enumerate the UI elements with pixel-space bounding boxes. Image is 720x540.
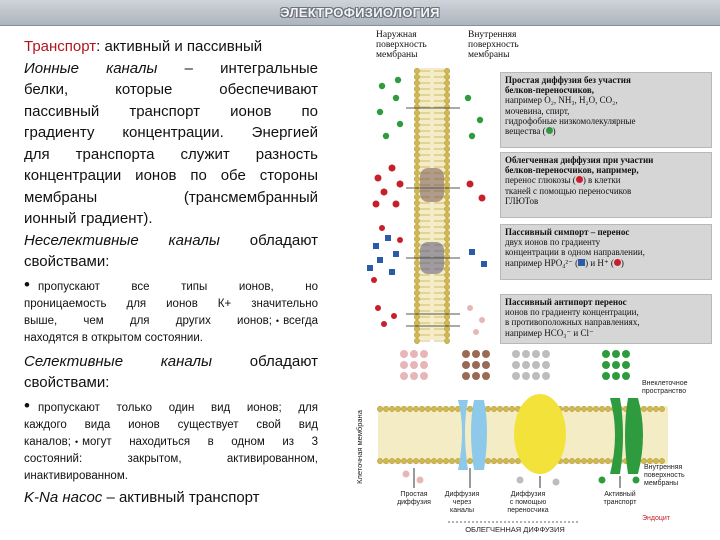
lipid-head <box>425 458 430 463</box>
lipid-head <box>414 116 419 121</box>
lipid-head <box>414 218 419 223</box>
lipid-head <box>383 406 388 411</box>
green-molecule <box>395 77 401 83</box>
lipid-head <box>599 406 604 411</box>
lipid-head <box>653 406 658 411</box>
lipid-head <box>419 406 424 411</box>
lipid-head <box>605 406 610 411</box>
lipid-head <box>414 266 419 271</box>
gray-molecule <box>522 361 530 369</box>
red-molecule <box>397 181 404 188</box>
lipid-head <box>491 458 496 463</box>
lipid-head <box>593 406 598 411</box>
lipid-head <box>444 134 449 139</box>
facilitated-diffusion-box: Облегченная диффузия при участии белков-переносчиков, например, перенос глюкозы ( ) в клетки тканей с помощью переносчиков ГЛЮТов <box>500 152 712 218</box>
lipid-head <box>401 406 406 411</box>
sel-line: инактивированном. <box>24 469 128 482</box>
lipid-head <box>444 194 449 199</box>
nonsel-line: проницаемость для ионов К+ значительно <box>24 297 318 310</box>
lipid-head <box>414 290 419 295</box>
red-molecule <box>467 181 474 188</box>
lipid-head <box>444 206 449 211</box>
gray-molecule <box>553 479 560 486</box>
lipid-head <box>413 458 418 463</box>
nonsel-bullet-1: • пропускают все типы ионов, но <box>24 274 318 294</box>
red-molecule <box>389 165 396 172</box>
lipid-head <box>444 176 449 181</box>
ion-line: концентрации ионов по обе стороны <box>24 167 318 184</box>
lipid-head <box>444 302 449 307</box>
green-molecule <box>383 133 389 139</box>
pump-protein <box>625 398 643 474</box>
brown-molecule <box>482 350 490 358</box>
lipid-head <box>443 406 448 411</box>
lipid-head <box>444 212 449 217</box>
lipid-head <box>414 176 419 181</box>
red-molecule <box>381 189 388 196</box>
lipid-head <box>444 104 449 109</box>
lipid-head <box>563 458 568 463</box>
green-molecule <box>469 133 475 139</box>
ion-line: пассивный транспорт ионов по <box>24 102 318 120</box>
caption-active-transport: Активный транспорт <box>603 491 637 506</box>
blue-molecule <box>469 249 475 255</box>
lipid-head <box>414 74 419 79</box>
gray-molecule <box>542 372 550 380</box>
lipid-head <box>414 302 419 307</box>
lipid-head <box>444 200 449 205</box>
lipid-head <box>444 224 449 229</box>
brown-molecule <box>462 361 470 369</box>
lipid-head <box>444 314 449 319</box>
lipid-head <box>414 188 419 193</box>
lipid-head <box>414 86 419 91</box>
page-title: ЭЛЕКТРОФИЗИОЛОГИЯ <box>280 5 440 20</box>
lipid-head <box>414 242 419 247</box>
lipid-head <box>389 406 394 411</box>
gray-molecule <box>512 350 520 358</box>
lipid-head <box>485 406 490 411</box>
lipid-head <box>503 406 508 411</box>
lipid-head <box>444 68 449 73</box>
lipid-head <box>503 458 508 463</box>
ion-line: градиенту концентрации. Энергией <box>24 124 318 141</box>
lipid-head <box>593 458 598 463</box>
lipid-head <box>425 406 430 411</box>
bullet-icon: • <box>74 436 79 447</box>
green-molecule <box>465 95 471 101</box>
sel-bullet-2: каналов; • могут находиться в одном из 3 <box>24 435 318 448</box>
lipid-head <box>414 212 419 217</box>
lipid-head <box>414 230 419 235</box>
inner-surface-caption: Внутренняя поверхность мембраны <box>644 464 685 487</box>
lipid-head <box>414 182 419 187</box>
lipid-head <box>444 152 449 157</box>
lipid-head <box>414 146 419 151</box>
lipid-head <box>599 458 604 463</box>
green-molecule <box>602 372 610 380</box>
lipid-head <box>444 332 449 337</box>
lipid-head <box>389 458 394 463</box>
green-molecule <box>612 372 620 380</box>
lipid-head <box>437 458 442 463</box>
lipid-head <box>569 406 574 411</box>
ion-line: белки, которые обеспечивают <box>24 81 318 98</box>
ion-line: мембраны (трансмембранный <box>24 188 318 206</box>
ion-line: для транспорта служит разность <box>24 145 318 163</box>
lipid-head <box>414 278 419 283</box>
lipid-head <box>467 406 472 411</box>
lipid-head <box>437 406 442 411</box>
gray-molecule <box>542 361 550 369</box>
lipid-head <box>414 152 419 157</box>
lipid-head <box>414 194 419 199</box>
lipid-head <box>414 260 419 265</box>
lipid-head <box>413 406 418 411</box>
lipid-head <box>575 458 580 463</box>
green-molecule <box>622 350 630 358</box>
lipid-head <box>407 406 412 411</box>
lipid-head <box>444 218 449 223</box>
lipid-head <box>414 110 419 115</box>
lipid-head <box>414 98 419 103</box>
green-molecule <box>612 350 620 358</box>
green-molecule <box>397 121 403 127</box>
nonsel-props: свойствами: <box>24 253 110 270</box>
caption-channel-diffusion: Диффузия через каналы <box>444 491 480 514</box>
lipid-head <box>509 406 514 411</box>
pink-molecule <box>417 477 424 484</box>
lipid-head <box>587 406 592 411</box>
bottom-label: ОБЛЕГЧЕННАЯ ДИФФУЗИЯ <box>465 525 565 534</box>
sel-line: Селективные каналы обладают <box>24 352 318 370</box>
red-dot-icon <box>614 259 621 266</box>
lipid-head <box>581 458 586 463</box>
lipid-head <box>414 308 419 313</box>
lipid-head <box>414 248 419 253</box>
heading: Транспорт: активный и пассивный <box>24 38 263 55</box>
lipid-head <box>444 74 449 79</box>
lipid-head <box>414 134 419 139</box>
lipid-head <box>414 254 419 259</box>
lipid-head <box>444 80 449 85</box>
lipid-head <box>414 68 419 73</box>
lipid-head <box>575 406 580 411</box>
lipid-head <box>491 406 496 411</box>
gray-molecule <box>532 372 540 380</box>
blue-molecule <box>377 257 383 263</box>
gray-molecule <box>542 350 550 358</box>
lipid-head <box>467 458 472 463</box>
lipid-head <box>444 188 449 193</box>
lipid-head <box>444 164 449 169</box>
lipid-head <box>414 296 419 301</box>
red-molecule <box>391 313 397 319</box>
green-dot-icon <box>546 127 553 134</box>
lipid-head <box>641 406 646 411</box>
lipid-head <box>444 86 449 91</box>
lipid-head <box>605 458 610 463</box>
lipid-head <box>414 104 419 109</box>
lipid-head <box>444 122 449 127</box>
lipid-head <box>647 406 652 411</box>
lipid-head <box>569 458 574 463</box>
lipid-head <box>444 308 449 313</box>
lipid-head <box>444 230 449 235</box>
lipid-head <box>431 406 436 411</box>
lipid-head <box>653 458 658 463</box>
lipid-head <box>641 458 646 463</box>
caption-simple-diffusion: Простая диффузия <box>397 491 431 506</box>
extracellular-label: Внеклеточное пространство <box>642 380 688 395</box>
pump-line: K-Na насос – активный транспорт <box>24 488 260 506</box>
lipid-head <box>444 158 449 163</box>
pink-molecule <box>420 350 428 358</box>
brown-molecule <box>472 350 480 358</box>
pink-molecule <box>410 372 418 380</box>
ion-line: Ионные каналы – интегральные <box>24 59 318 77</box>
lipid-head <box>444 296 449 301</box>
gray-molecule <box>517 477 524 484</box>
lipid-head <box>581 406 586 411</box>
pink-molecule <box>400 372 408 380</box>
gray-molecule <box>522 350 530 358</box>
lipid-head <box>401 458 406 463</box>
lipid-head <box>431 458 436 463</box>
lipid-head <box>444 248 449 253</box>
lipid-head <box>444 320 449 325</box>
lipid-head <box>444 182 449 187</box>
lipid-head <box>395 458 400 463</box>
lipid-head <box>563 406 568 411</box>
gray-molecule <box>532 361 540 369</box>
lipid-head <box>377 406 382 411</box>
lipid-head <box>414 338 419 343</box>
lipid-head <box>419 458 424 463</box>
blue-molecule <box>481 261 487 267</box>
lipid-head <box>414 326 419 331</box>
lipid-head <box>659 458 664 463</box>
simple-diffusion-box: Простая диффузия без участия белков-переносчиков, например O₂, NH₃, H₂O, CO₂, мочевина, спирт, гидрофобные низкомолекулярные вещества ( ) <box>500 72 712 148</box>
brown-molecule <box>462 372 470 380</box>
lipid-head <box>444 170 449 175</box>
red-molecule <box>393 201 400 208</box>
lipid-head <box>443 458 448 463</box>
lipid-head <box>444 110 449 115</box>
lipid-head <box>444 260 449 265</box>
lipid-head <box>509 458 514 463</box>
lipid-head <box>444 146 449 151</box>
lipid-head <box>414 224 419 229</box>
green-molecule <box>622 372 630 380</box>
pink-molecule <box>400 350 408 358</box>
pink-molecule <box>403 471 410 478</box>
lipid-head <box>414 272 419 277</box>
lipid-head <box>414 200 419 205</box>
blue-molecule <box>393 251 399 257</box>
sel-line: каждого вида ионов существует свой вид <box>24 418 318 431</box>
lipid-head <box>444 140 449 145</box>
red-molecule <box>381 321 387 327</box>
lipid-head <box>587 458 592 463</box>
lipid-head <box>497 406 502 411</box>
lipid-head <box>414 80 419 85</box>
lipid-head <box>659 406 664 411</box>
bullet-icon: • <box>24 395 30 415</box>
lipid-head <box>414 140 419 145</box>
lipid-head <box>647 458 652 463</box>
pink-molecule <box>420 361 428 369</box>
lipid-head <box>497 458 502 463</box>
lipid-head <box>444 116 449 121</box>
sel-line: состояний: закрытом, активированном, <box>24 452 318 465</box>
nonsel-bullet-2: выше, чем для других ионов; • всегда <box>24 314 318 327</box>
lipid-head <box>444 272 449 277</box>
green-molecule <box>612 361 620 369</box>
header-bar <box>0 0 720 26</box>
outer-surface-label: Наружная поверхность мембраны <box>376 30 427 60</box>
caption-carrier-diffusion: Диффузия с помощью переносчика <box>507 491 549 514</box>
carrier-protein <box>420 168 444 202</box>
lipid-head <box>414 314 419 319</box>
lipid-head <box>444 242 449 247</box>
lipid-head <box>414 158 419 163</box>
brown-molecule <box>482 372 490 380</box>
membrane-side-label: Клеточная мембрана <box>355 410 364 484</box>
green-molecule <box>379 83 385 89</box>
lipid-head <box>377 458 382 463</box>
red-molecule <box>373 201 380 208</box>
lipid-head <box>414 332 419 337</box>
lipid-head <box>444 92 449 97</box>
gray-molecule <box>512 372 520 380</box>
sel-props: свойствами: <box>24 374 110 391</box>
green-molecule <box>633 477 640 484</box>
red-molecule <box>397 237 403 243</box>
lipid-head <box>444 338 449 343</box>
blue-molecule <box>373 243 379 249</box>
pink-molecule <box>473 329 479 335</box>
gray-molecule <box>512 361 520 369</box>
green-molecule <box>599 477 606 484</box>
nonsel-line: Неселективные каналы обладают <box>24 231 318 249</box>
lipid-head <box>444 98 449 103</box>
nonsel-line: находятся в открытом состоянии. <box>24 331 203 344</box>
green-molecule <box>377 109 383 115</box>
green-molecule <box>477 117 483 123</box>
lipid-head <box>444 128 449 133</box>
membrane-figure <box>340 28 720 540</box>
ion-line: ионный градиент). <box>24 210 153 227</box>
lipid-head <box>444 290 449 295</box>
lipid-head <box>414 320 419 325</box>
lipid-head <box>414 206 419 211</box>
green-molecule <box>602 361 610 369</box>
lipid-head <box>444 254 449 259</box>
pink-molecule <box>410 361 418 369</box>
brown-molecule <box>472 361 480 369</box>
red-molecule <box>375 175 382 182</box>
pink-molecule <box>410 350 418 358</box>
endocytosis-label: Эндоцит <box>642 515 670 522</box>
lipid-head <box>449 406 454 411</box>
red-molecule <box>375 305 381 311</box>
sel-bullet-1: • пропускают только один вид ионов; для <box>24 395 318 415</box>
lipid-head <box>383 458 388 463</box>
bullet-icon: • <box>24 274 30 294</box>
lipid-head <box>414 128 419 133</box>
passive-symport-box: Пассивный симпорт – перенос двух ионов по градиенту концентрации в одном направлении, например HPO₄²⁻ ( ) и H⁺ ( ) <box>500 224 712 280</box>
bullet-icon: • <box>275 315 280 326</box>
pink-molecule <box>479 317 485 323</box>
brown-molecule <box>462 350 470 358</box>
gray-molecule <box>522 372 530 380</box>
brown-molecule <box>472 372 480 380</box>
gray-molecule <box>532 350 540 358</box>
lipid-head <box>444 236 449 241</box>
channel-protein <box>471 400 487 470</box>
main-text <box>24 36 318 508</box>
lipid-head <box>414 284 419 289</box>
passive-antiport-box: Пассивный антипорт перенос ионов по градиенту концентрации, в противоположных направлениях, например HCO₃⁻ и Cl⁻ <box>500 294 712 344</box>
green-molecule <box>393 95 399 101</box>
pink-molecule <box>467 305 473 311</box>
lipid-head <box>395 406 400 411</box>
pink-molecule <box>400 361 408 369</box>
lipid-head <box>414 236 419 241</box>
blue-molecule <box>367 265 373 271</box>
lipid-head <box>444 278 449 283</box>
lipid-head <box>444 266 449 271</box>
lipid-head <box>414 164 419 169</box>
green-molecule <box>602 350 610 358</box>
brown-molecule <box>482 361 490 369</box>
carrier-protein <box>514 394 566 474</box>
red-molecule <box>479 195 486 202</box>
lipid-head <box>485 458 490 463</box>
green-molecule <box>622 361 630 369</box>
lipid-head <box>414 170 419 175</box>
red-molecule <box>371 277 377 283</box>
inner-surface-label: Внутренняя поверхность мембраны <box>468 30 519 60</box>
lipid-head <box>414 92 419 97</box>
lipid-head <box>407 458 412 463</box>
pink-molecule <box>420 372 428 380</box>
lipid-head <box>444 284 449 289</box>
blue-molecule <box>385 235 391 241</box>
lipid-head <box>444 326 449 331</box>
lipid-head <box>449 458 454 463</box>
red-dot-icon <box>576 176 583 183</box>
blue-molecule <box>389 269 395 275</box>
red-molecule <box>379 225 385 231</box>
lipid-head <box>414 122 419 127</box>
